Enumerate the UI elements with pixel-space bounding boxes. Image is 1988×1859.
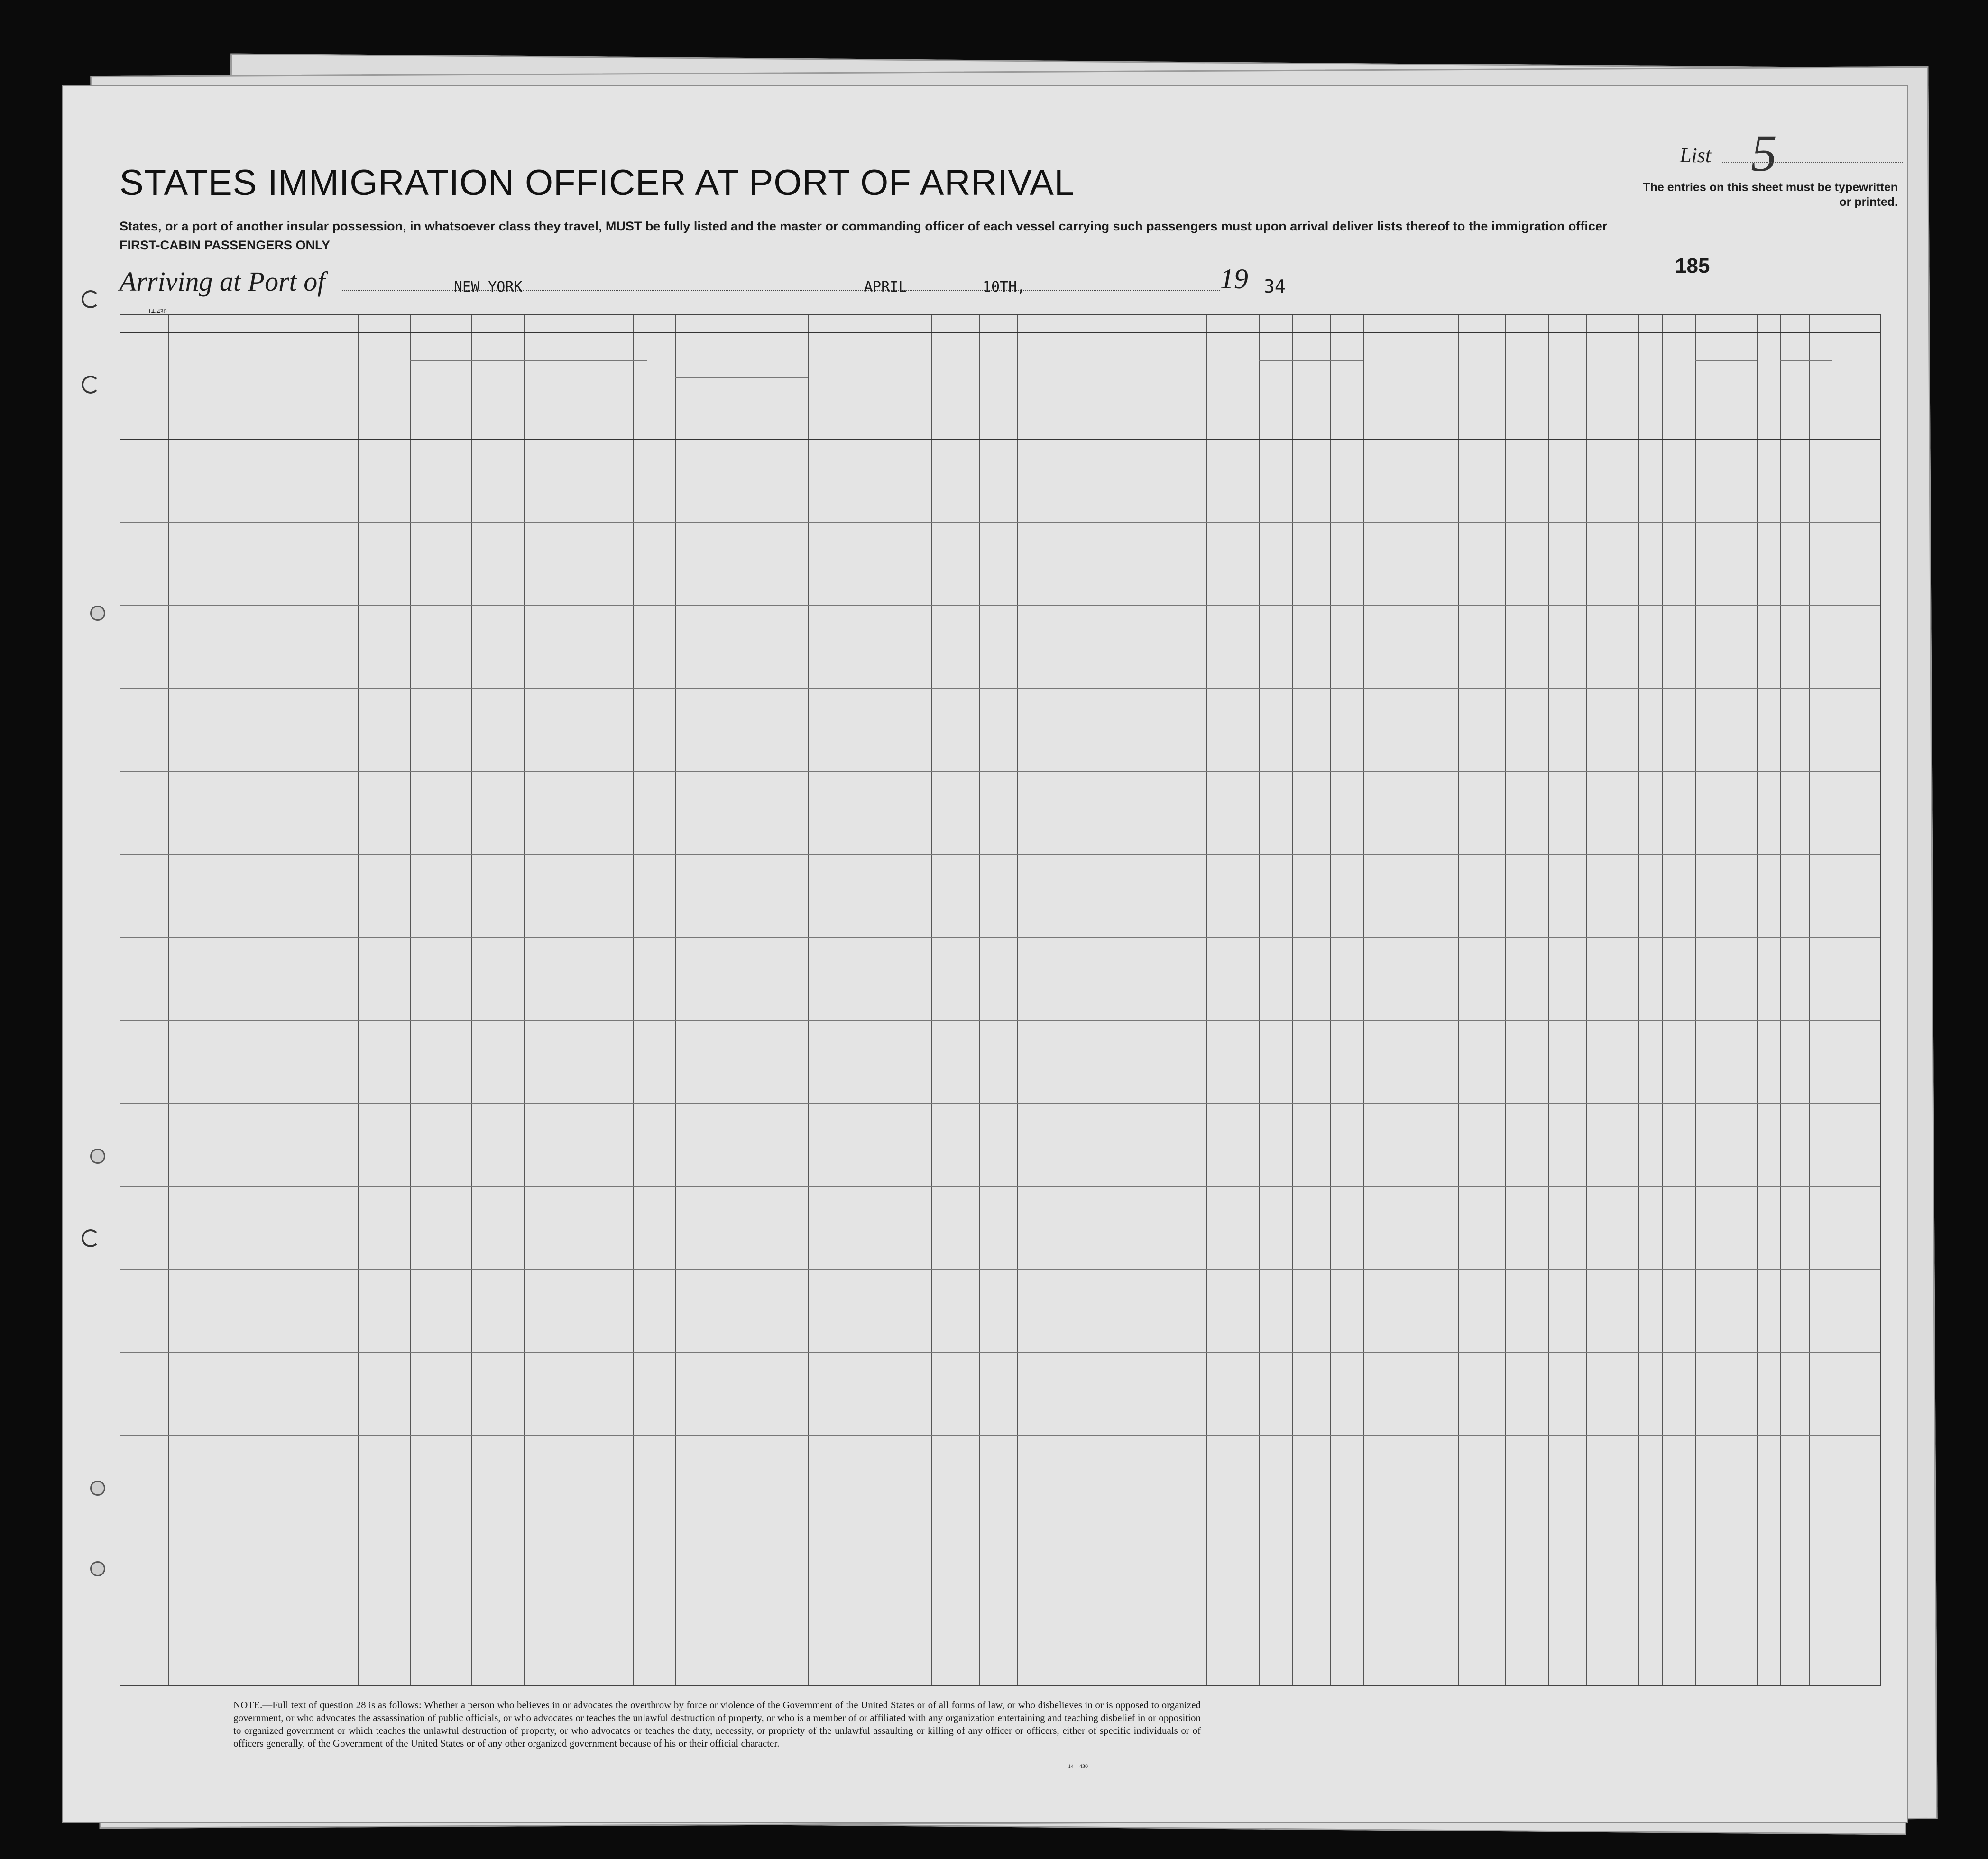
binder-hole [90,1149,105,1164]
subheader-rule [1259,360,1363,361]
column-rule [1809,315,1810,1685]
row-rule [120,1020,1880,1021]
column-rule [979,315,980,1685]
column-rule [1206,315,1207,1685]
binder-hole [90,1561,105,1576]
row-rule [120,1435,1880,1436]
year-prefix: 19 [1220,263,1248,294]
column-rule [1695,315,1696,1685]
clip-mark [82,1229,100,1247]
column-rule [1780,315,1781,1685]
column-rule [1638,315,1639,1685]
header-q29 [1550,337,1583,436]
header-q28 [1511,337,1544,436]
row-rule [120,854,1880,855]
column-rule [1292,315,1293,1685]
binder-hole [90,606,105,621]
manifest-page [62,85,1908,1823]
row-rule [120,1352,1880,1353]
clip-mark [82,290,100,308]
column-rule [471,315,472,1685]
header-purpose-sub3 [1332,362,1361,438]
header-prison [1367,337,1395,436]
header-q30 [1588,337,1612,436]
year-suffix: 34 [1264,276,1286,297]
footnote: NOTE.—Full text of question 28 is as follows: Whether a person who believes in or advocates the overthrow by force or violence of the Government of the United States or of all forms of law, or who disbelieves in or is opposed to organized government, or who advocates the assassination of public officials, or who advocates or teaches the unlawful destruction of property, or who is a member of or affiliated with any organization entertaining and teaching disbelief in or opposition to organized government or which teaches the unlawful destruction of property, or who advocates or teaches the duty, necessity, or propriety of the unlawful assaulting or killing of any officer or officers, either of specific individuals or of officers generally, of the Government of the United States or of any other organized government because of his or their official character. [233,1699,1201,1749]
header-ticket [594,337,622,436]
row-rule [120,771,1880,772]
column-rule [1017,315,1018,1685]
column-rule [1363,315,1364,1685]
form-code: 14-430 [148,308,167,315]
header-rule [120,332,1880,333]
row-rule [120,1103,1880,1104]
passenger-class: FIRST-CABIN PASSENGERS ONLY [120,238,331,252]
row-rule [120,937,1880,938]
row-rule [120,1186,1880,1187]
column-rule [675,315,676,1685]
column-rule [1505,315,1506,1685]
column-rule [168,315,169,1685]
list-label: List [1680,144,1712,167]
column-rule [410,315,411,1685]
row-rule [120,1269,1880,1270]
arrival-port: NEW YORK [454,279,523,295]
column-rule [1586,315,1587,1685]
header-purpose-sub2 [1294,362,1323,438]
sheet-number: 185 [1675,254,1710,277]
arrival-day: 10TH, [983,279,1026,295]
header-rule [120,439,1880,440]
row-rule [120,522,1880,523]
page-title: STATES IMMIGRATION OFFICER AT PORT OF ARRIVAL [120,163,1075,203]
subheader-rule [1780,360,1832,361]
column-rule [1548,315,1549,1685]
header-money [763,337,792,436]
list-number: 5 [1751,124,1777,182]
header-anarchist [1485,337,1504,436]
column-rule [358,315,359,1685]
header-polygamist [1462,337,1481,436]
arriving-label: Arriving at Port of [120,266,325,297]
intro-text: States, or a port of another insular possession, in whatsoever class they travel, MUST be fully listed and the master or commanding officer of each vessel carrying such passengers must upon arrival deliver lists thereof to the immigration officer [120,219,1608,233]
column-rule [931,315,932,1685]
column-rule [1662,315,1663,1685]
column-rule [1259,315,1260,1685]
binder-hole [90,1481,105,1496]
column-rule [524,315,525,1685]
entries-note: The entries on this sheet must be typewritten or printed. [1643,181,1898,209]
header-purpose-sub1 [1261,362,1289,438]
column-rule [1330,315,1331,1685]
arrival-month: APRIL [864,279,907,295]
column-rule [808,315,809,1685]
column-rule [633,315,634,1685]
row-rule [120,605,1880,606]
footnote-code: 14—430 [1068,1763,1088,1769]
column-rule [1458,315,1459,1685]
subheader-rule [1695,360,1757,361]
row-rule [120,688,1880,689]
list-underline [1722,162,1903,163]
manifest-table [120,314,1881,1686]
column-rule [1757,315,1758,1685]
clip-mark [82,376,100,394]
header-q31 [1613,337,1637,436]
